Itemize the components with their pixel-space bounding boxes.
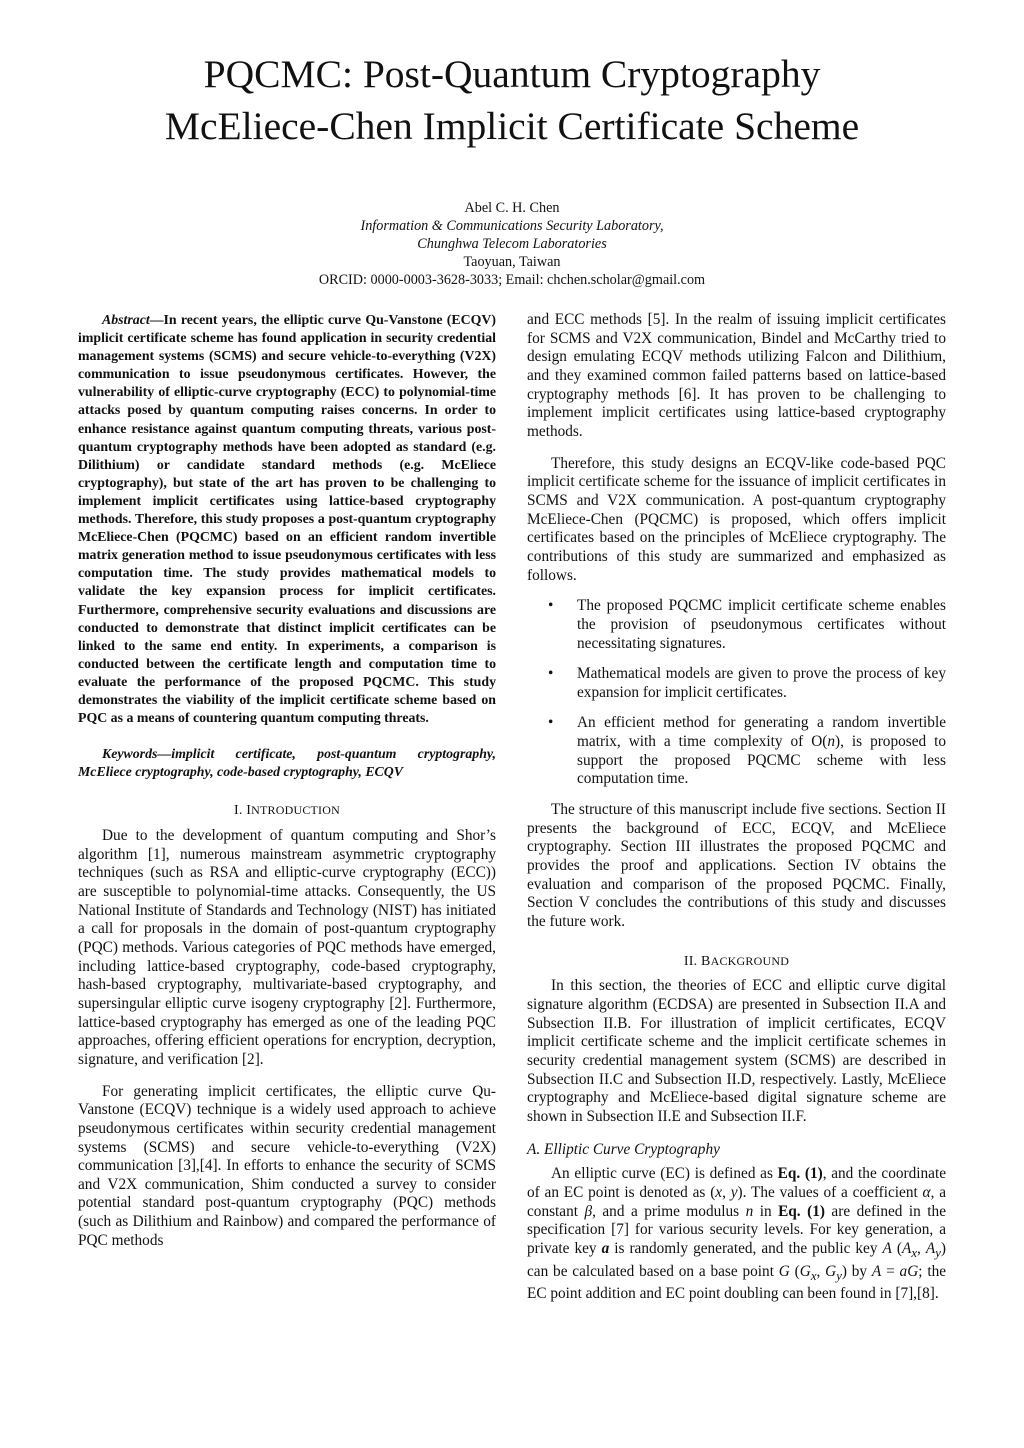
section-heading-background: II. BACKGROUND [683,953,790,969]
list-item: • The proposed PQCMC implicit certificate scheme enables the provision of pseudonymous certificates without necessitating signatures. [548,597,946,652]
author-affiliation-1: Information & Communications Security Laboratory, [360,218,664,235]
author-name: Abel C. H. Chen [464,200,560,216]
keywords [78,745,496,781]
intro-paragraph-1: Due to the development of quantum computing and Shor’s algorithm [1], numerous mainstream asymmetric cryptography techniques (such as RSA and elliptic-curve cryptography (ECC)) are susceptible to polynomial-time attacks. Consequently, the US National Institute of Standards and Technology (NIST) has initiated a call for proposals in the domain of post-quantum cryptography (PQC) methods. Various categories of PQC methods have emerged, including lattice-based cryptography, code-based cryptography, hash-based cryptography, multivariate-based cryptography, and supersingular elliptic curve isogeny cryptography [2]. Furthermore, lattice-based cryptography has emerged as one of the leading PQC approaches, offering efficient operations for encryption, decryption, signature, and verification [2]. [78,827,496,1068]
section-heading-introduction: I. INTRODUCTION [233,803,340,819]
author-affiliation-2: Chunghwa Telecom Laboratories [417,236,607,253]
intro-paragraph-3: Therefore, this study designs an ECQV-like code-based PQC implicit certificate scheme for the issuance of implicit certificates in SCMS and V2X communication. A post-quantum cryptography McEliece-Chen (PQCMC) is proposed, which offers implicit certificates based on the principles of McEliece cryptography. The contributions of this study are summarized and emphasized as follows. [527,454,946,584]
intro-paragraph-4: The structure of this manuscript include five sections. Section II presents the background of ECC, ECQV, and McEliece cryptography. Section III illustrates the proposed PQCMC and provides the proof and applications. Section IV obtains the evaluation and comparison of the proposed PQCMC. Finally, Section V concludes the contributions of this study and discusses the future work. [527,801,946,931]
abstract-text: —In recent years, the elliptic curve Qu-Vanstone (ECQV) implicit certificate scheme has found application in security credential management systems (SCMS) and secure vehicle-to-everything (V2X) communication to issue pseudonymous certificates. However, the vulnerability of elliptic-curve cryptography (ECC) to polynomial-time attacks posed by quantum computing raises concerns. In order to enhance resistance against quantum computing threats, various post-quantum cryptography methods have been adopted as standard (e.g. Dilithium) or candidate standard methods (e.g. McEliece cryptography), but state of the art has proven to be challenging to implement implicit certificates using lattice-based cryptography methods. Therefore, this study proposes a post-quantum cryptography McEliece-Chen (PQCMC) based on an efficient random invertible matrix generation method to issue pseudonymous certificates with less computation time. The study provides mathematical models to validate the key expansion process for implicit certificates. Furthermore, comprehensive security evaluations and discussions are conducted to demonstrate that distinct implicit certificates can be linked to the same end entity. In experiments, a comparison is conducted between the certificate length and computation time to evaluate the performance of the proposed PQCMC. This study demonstrates the viability of the implicit certificate scheme based on PQC as a means of countering quantum computing threats. [78,312,496,726]
abstract [78,311,496,727]
keywords-text: —implicit certificate, post-quantum cryptography, McEliece cryptography, code-based cryptography, ECQV [78,746,496,780]
intro-paragraph-2-cont: and ECC methods [5]. In the realm of issuing implicit certificates for SCMS and V2X communication, Bindel and McCarthy tried to design emulating ECQV methods utilizing Falcon and Dilithium, and they examined common failed patterns based on lattice-based cryptography methods [6]. It has proven to be challenging to implement implicit certificates using lattice-based cryptography methods. [527,311,946,440]
keywords-label: Keywords [102,746,158,762]
author-location: Taoyuan, Taiwan [463,254,561,271]
paper-title [0,48,1024,152]
list-item: • An efficient method for generating a random invertible matrix, with a time complexity of O(n), is proposed to support the proposed PQCMC scheme with less computation time. [548,714,946,788]
title-line-1: PQCMC: Post-Quantum Cryptography [203,52,821,96]
author-block [0,199,1024,289]
bullet-icon: • [548,665,554,683]
abstract-label: Abstract [102,312,150,327]
ecc-paragraph-1: An elliptic curve (EC) is defined as Eq. (1), and the coordinate of an EC point is denoted as (x, y). The values of a coefficient α, a constant β, and a prime modulus n in Eq. (1) are defined in the specification [7] for various security levels. For key generation, a private key a is randomly generated, and the public key A ($A_x$, $A_y$) can be calculated based on a base point G ($G_x$, $G_y$) by A = aG; the EC point addition and EC point doubling can been found in [7],[8]. [527,1165,947,1303]
author-contact: ORCID: 0000-0003-3628-3033; Email: chchen.scholar@gmail.com [318,272,706,289]
bullet-icon: • [548,597,554,615]
left-column [78,311,496,1250]
right-column [527,311,946,1304]
list-item: • Mathematical models are given to prove the process of key expansion for implicit certificates. [548,665,946,701]
title-line-2: McEliece-Chen Implicit Certificate Scheme [164,104,860,148]
subsection-heading-ecc: A. Elliptic Curve Cryptography [527,1140,720,1158]
bullet-icon: • [548,714,554,732]
background-paragraph-1: In this section, the theories of ECC and elliptic curve digital signature algorithm (ECDSA) are presented in Subsection II.A and Subsection II.B. For illustration of implicit certificates, ECQV implicit certificate scheme and the implicit certificate schemes in security credential management system (SCMS) are described in Subsection II.C and Subsection II.D, respectively. Lastly, McEliece cryptography and McEliece-based digital signature scheme are shown in Subsection II.E and Subsection II.F. [527,977,946,1125]
contribution-list [527,597,946,789]
intro-paragraph-2: For generating implicit certificates, the elliptic curve Qu-Vanstone (ECQV) technique is a widely used approach to achieve pseudonymous certificates within security credential management systems (SCMS) and secure vehicle-to-everything (V2X) communication [3],[4]. In efforts to enhance the security of SCMS and V2X communication, Shim conducted a survey to consider potential standard post-quantum cryptography (PQC) methods (such as Dilithium and Rainbow) and compared the performance of PQC methods [78,1082,496,1249]
